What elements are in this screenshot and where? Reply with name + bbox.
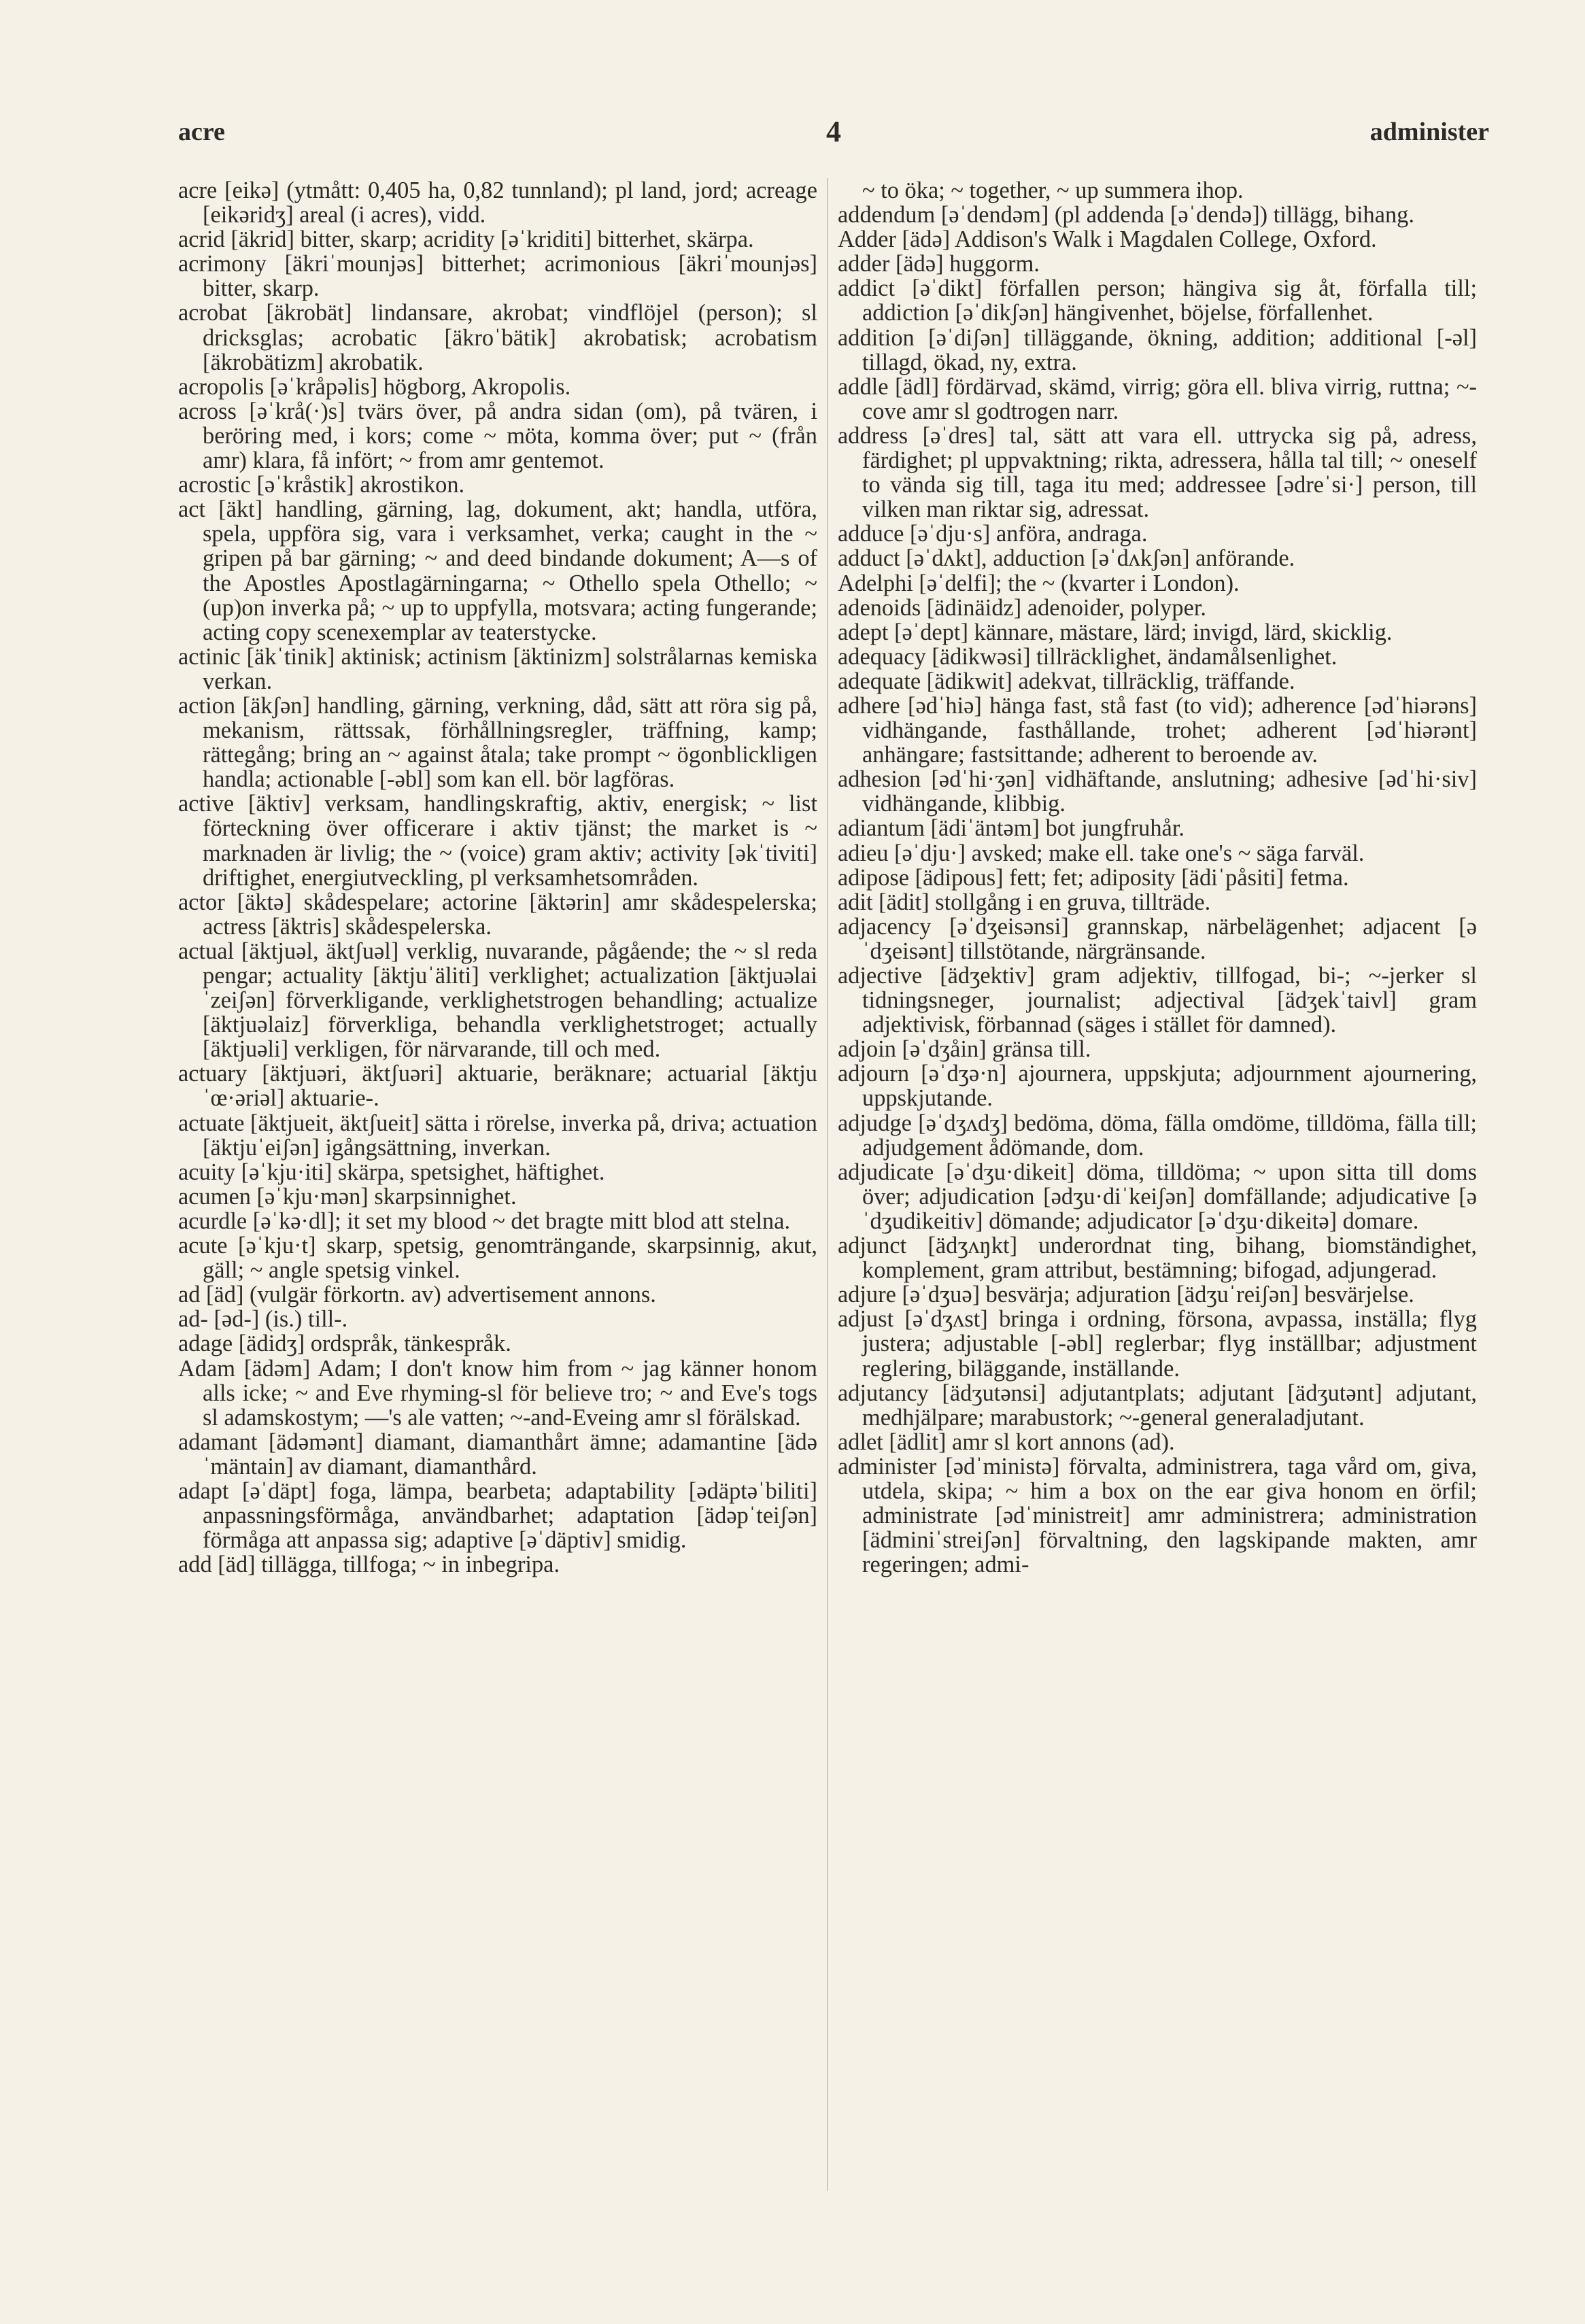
entry-adder: adder [ädə] huggorm.	[838, 251, 1040, 277]
entry-adjudge: adjudge [əˈdʒʌdʒ] bedöma, döma, fälla omdöme, tilldöma, fälla till; adjudgement ådömande, dom.	[838, 1110, 1477, 1161]
entry-administer: administer [ədˈministə] förvalta, administrera, taga vård om, giva, utdela, skipa; ~ him a box on the ear giva honom en örfil; administrate [ədˈministreit] amr administrera; administration [ädminiˈstreiʃən] förvaltning, den lagskipande makten, amr regeringen; admi-	[838, 1453, 1477, 1578]
entry-adjust: adjust [əˈdʒʌst] bringa i ordning, försona, avpassa, inställa; flyg justera; adjustable [-əbl] reglerbar; flyg inställbar; adjustment reglering, biläggande, inställande.	[838, 1306, 1477, 1382]
entry-add-continued: ~ to öka; ~ together, ~ up summera ihop.	[862, 178, 1244, 203]
entry-adjunct: adjunct [ädʒʌŋkt] underordnat ting, bihang, biomständighet, komplement, gram attribut, bestämning; bifogad, adjungerad.	[838, 1233, 1477, 1284]
entry-acrobat: acrobat [äkrobät] lindansare, akrobat; vindflöjel (person); sl dricksglas; acrobatic [äkroˈbätik] akrobatisk; acrobatism [äkrobätizm] akrobatik.	[178, 300, 817, 375]
left-guide-word: acre	[178, 118, 225, 146]
entry-adam: Adam [ädəm] Adam; I don't know him from ~ jag känner honom alls icke; ~ and Eve rhyming-sl för believe tro; ~ and Eve's togs sl adamskostym; —'s ale vatten; ~-and-Eveing amr sl förälskad.	[178, 1355, 817, 1431]
entry-adjacency: adjacency [əˈdʒeisənsi] grannskap, närbelägenhet; adjacent [əˈdʒeisənt] tillstötande, närgränsande.	[838, 913, 1477, 964]
entry-actor: actor [äktə] skådespelare; actorine [äktərin] amr skådespelerska; actress [äktris] skådespelerska.	[178, 889, 817, 940]
entry-adduce: adduce [əˈdju·s] anföra, andraga.	[838, 521, 1148, 547]
entry-ad-prefix: ad- [əd-] (is.) till-.	[178, 1306, 348, 1333]
entry-action: action [äkʃən] handling, gärning, verkning, dåd, sätt att röra sig på, mekanism, rättssak, förhållningsregler, träffning, kamp; rättegång; bring an ~ against åtala; take prompt ~ ögonblickligen handla; actionable [-əbl] som kan ell. bör lagföras.	[178, 692, 817, 793]
entry-across: across [əˈkrå(·)s] tvärs över, på andra sidan (om), på tvären, i beröring med, i kors; come ~ möta, komma över; put ~ (från amr) klara, få infört; ~ from amr gentemot.	[178, 398, 817, 474]
entry-adequate: adequate [ädikwit] adekvat, tillräcklig, träffande.	[838, 668, 1295, 694]
entry-addendum: addendum [əˈdendəm] (pl addenda [əˈdendə]) tillägg, bihang.	[838, 202, 1414, 228]
entry-adjure: adjure [əˈdʒuə] besvärja; adjuration [ädʒuˈreiʃən] besvärjelse.	[838, 1282, 1414, 1308]
entry-adder-walk: Adder [ädə] Addison's Walk i Magdalen College, Oxford.	[838, 226, 1377, 253]
entry-actual: actual [äktjuəl, äktʃuəl] verklig, nuvarande, pågående; the ~ sl reda pengar; actuality [äktjuˈäliti] verklighet; actualization [äktjuəlaiˈzeiʃən] förverkligande, verklighetstrogen behandling; actualize [äktjuəlaiz] förverkliga, behandla verklighetstroget; actually [äktjuəli] verkligen, för närvarande, till och med.	[178, 938, 817, 1063]
entry-adenoids: adenoids [ädinäidz] adenoider, polyper.	[838, 594, 1206, 621]
entry-adjutancy: adjutancy [ädʒutənsi] adjutantplats; adjutant [ädʒutənt] adjutant, medhjälpare; marabustork; ~-general generaladjutant.	[838, 1380, 1477, 1431]
right-column	[838, 178, 1477, 2245]
entry-actuary: actuary [äktjuəri, äktʃuəri] aktuarie, beräknare; actuarial [äktjuˈœ·əriəl] aktuarie-.	[178, 1061, 817, 1112]
entry-adjoin: adjoin [əˈdʒåin] gränsa till.	[838, 1036, 1091, 1063]
entry-acropolis: acropolis [əˈkråpəlis] högborg, Akropolis.	[178, 373, 571, 400]
left-column	[178, 178, 817, 2245]
entry-acuity: acuity [əˈkju·iti] skärpa, spetsighet, häftighet.	[178, 1159, 605, 1185]
entry-adlet: adlet [ädlit] amr sl kort annons (ad).	[838, 1429, 1175, 1455]
entry-address: address [əˈdres] tal, sätt att vara ell. uttrycka sig på, adress, färdighet; pl uppvaktning; rikta, adressera, hålla tal till; ~ oneself to vända sig till, taga itu med; addressee [ədreˈsi·] person, till vilken man riktar sig, adressat.	[838, 422, 1477, 523]
column-divider	[827, 178, 828, 2191]
entry-ad: ad [äd] (vulgär förkortn. av) advertisement annons.	[178, 1282, 656, 1308]
page-header	[178, 117, 1489, 165]
entry-actinic: actinic [äkˈtinik] aktinisk; actinism [äktinizm] solstrålarnas kemiska verkan.	[178, 643, 817, 694]
entry-acrostic: acrostic [əˈkråstik] akrostikon.	[178, 472, 465, 498]
entry-adage: adage [ädidʒ] ordspråk, tänkespråk.	[178, 1331, 511, 1357]
entry-adiantum: adiantum [ädiˈäntəm] bot jungfruhår.	[838, 815, 1185, 842]
page-number: 4	[826, 115, 841, 148]
entry-adipose: adipose [ädipous] fett; fet; adiposity [ädiˈpåsiti] fetma.	[838, 864, 1349, 891]
entry-acre: acre [eikə] (ytmått: 0,405 ha, 0,82 tunnland); pl land, jord; acreage [eikəridʒ] areal (i acres), vidd.	[178, 178, 817, 228]
entry-act: act [äkt] handling, gärning, lag, dokument, akt; handla, utföra, spela, uppföra sig, vara i verksamhet, verka; caught in the ~ gripen på bar gärning; ~ and deed bindande dokument; A—s of the Apostles Apostlagärningarna; ~ Othello spela Othello; ~ (up)on inverka på; ~ up to uppfylla, motsvara; acting fungerande; acting copy scenexemplar av teaterstycke.	[178, 496, 817, 645]
entry-adieu: adieu [əˈdju·] avsked; make ell. take one's ~ säga farväl.	[838, 840, 1365, 866]
entry-addition: addition [əˈdiʃən] tilläggande, ökning, addition; additional [-əl] tillagd, ökad, ny, extra.	[838, 324, 1477, 375]
entry-adamant: adamant [ädəmənt] diamant, diamanthårt ämne; adamantine [ädəˈmäntain] av diamant, diamanthård.	[178, 1429, 817, 1480]
entry-adapt: adapt [əˈdäpt] foga, lämpa, bearbeta; adaptability [ədäptəˈbiliti] anpassningsförmåga, användbarhet; adaptation [ädəpˈteiʃən] förmåga att anpassa sig; adaptive [əˈdäptiv] smidig.	[178, 1477, 817, 1554]
entry-addict: addict [əˈdikt] förfallen person; hängiva sig åt, förfalla till; addiction [əˈdikʃən] hängivenhet, böjelse, förfallenhet.	[838, 275, 1477, 326]
entry-adjective: adjective [ädʒektiv] gram adjektiv, tillfogad, bi-; ~-jerker sl tidningsneger, journalist; adjectival [ädʒekˈtaivl] gram adjektivisk, förbannad (säges i stället för damned).	[838, 963, 1477, 1038]
entry-acumen: acumen [əˈkju·mən] skarpsinnighet.	[178, 1183, 517, 1210]
entry-acrimony: acrimony [äkriˈmounjəs] bitterhet; acrimonious [äkriˈmounjəs] bitter, skarp.	[178, 251, 817, 302]
entry-add: add [äd] tillägga, tillfoga; ~ in inbegripa.	[178, 1552, 560, 1578]
entry-adhesion: adhesion [ədˈhi·ʒən] vidhäftande, anslutning; adhesive [ədˈhi·siv] vidhängande, klibbig.	[838, 766, 1477, 817]
entry-adjourn: adjourn [əˈdʒə·n] ajournera, uppskjuta; adjournment ajournering, uppskjutande.	[838, 1061, 1477, 1112]
entry-adept: adept [əˈdept] kännare, mästare, lärd; invigd, lärd, skicklig.	[838, 619, 1393, 645]
entry-addle: addle [ädl] fördärvad, skämd, virrig; göra ell. bliva virrig, ruttna; ~-cove amr sl godtrogen narr.	[838, 373, 1477, 424]
entry-active: active [äktiv] verksam, handlingskraftig, aktiv, energisk; ~ list förteckning över officerare i aktiv tjänst; the market is ~ marknaden är livlig; the ~ (voice) gram aktiv; activity [əkˈtiviti] driftighet, energiutveckling, pl verksamhetsområden.	[178, 791, 817, 891]
entry-adhere: adhere [ədˈhiə] hänga fast, stå fast (to vid); adherence [ədˈhiərəns] vidhängande, fasthållande, trohet; adherent [ədˈhiərənt] anhängare; fastsittande; adherent to beroende av.	[838, 692, 1477, 768]
right-guide-word: administer	[1369, 118, 1489, 146]
entry-acurdle: acurdle [əˈkə·dl]; it set my blood ~ det bragte mitt blod att stelna.	[178, 1208, 791, 1234]
entry-acrid: acrid [äkrid] bitter, skarp; acridity [əˈkriditi] bitterhet, skärpa.	[178, 226, 754, 253]
entry-adit: adit [ädit] stollgång i en gruva, tillträde.	[838, 889, 1211, 915]
entry-adjudicate: adjudicate [əˈdʒu·dikeit] döma, tilldöma; ~ upon sitta till doms över; adjudication [ədʒu·diˈkeiʃən] domfällande; adjudicative [əˈdʒudikeitiv] dömande; adjudicator [əˈdʒu·dikeitə] domare.	[838, 1159, 1477, 1234]
entry-acute: acute [əˈkju·t] skarp, spetsig, genomträngande, skarpsinnig, akut, gäll; ~ angle spetsig vinkel.	[178, 1233, 817, 1284]
entry-adequacy: adequacy [ädikwəsi] tillräcklighet, ändamålsenlighet.	[838, 643, 1337, 670]
entry-actuate: actuate [äktjueit, äktʃueit] sätta i rörelse, inverka på, driva; actuation [äktjuˈeiʃən] igångsättning, inverkan.	[178, 1110, 817, 1161]
entry-adduct: adduct [əˈdʌkt], adduction [əˈdʌkʃən] anförande.	[838, 545, 1295, 572]
entry-adelphi: Adelphi [əˈdelfi]; the ~ (kvarter i London).	[838, 570, 1240, 596]
